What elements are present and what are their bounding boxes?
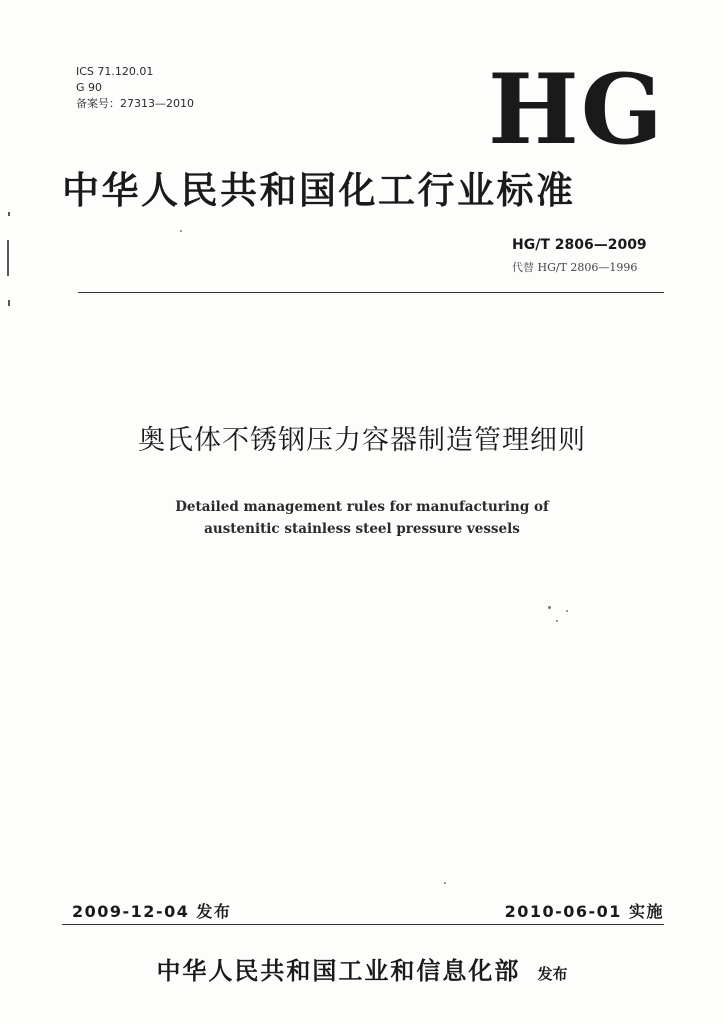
publisher-name: 中华人民共和国工业和信息化部 <box>156 956 521 985</box>
document-title-english <box>0 496 724 540</box>
implementation-date: 2010-06-01 实施 <box>504 902 664 921</box>
top-divider <box>78 292 664 293</box>
header-title: 中华人民共和国化工行业标准 <box>62 168 576 212</box>
standard-number: HG/T 2806—2009 <box>512 237 647 253</box>
scan-speck <box>556 620 558 622</box>
document-title: 奥氏体不锈钢压力容器制造管理细则 <box>138 425 586 456</box>
scan-edge-mark <box>7 240 9 276</box>
ccs-code: G 90 <box>76 81 103 94</box>
publisher-action: 发布 <box>537 965 568 983</box>
scan-speck <box>444 882 446 884</box>
scan-edge-mark <box>8 212 10 216</box>
replaces-standard: 代替 HG/T 2806—1996 <box>512 261 638 274</box>
english-title-line-1: Detailed management rules for manufacturing of <box>175 499 549 515</box>
hg-logo: HG <box>488 53 665 166</box>
publisher-line <box>0 956 724 989</box>
issue-date: 2009-12-04 发布 <box>72 902 232 921</box>
ics-code: ICS 71.120.01 <box>76 65 154 78</box>
scan-speck <box>548 606 551 609</box>
filing-number: 备案号：27313—2010 <box>76 97 194 110</box>
classification-block <box>76 64 194 112</box>
scan-edge-mark <box>8 300 10 306</box>
scan-speck <box>566 610 568 612</box>
english-title-line-2: austenitic stainless steel pressure vessels <box>204 521 520 537</box>
bottom-divider <box>62 924 664 925</box>
scan-speck <box>180 230 182 232</box>
